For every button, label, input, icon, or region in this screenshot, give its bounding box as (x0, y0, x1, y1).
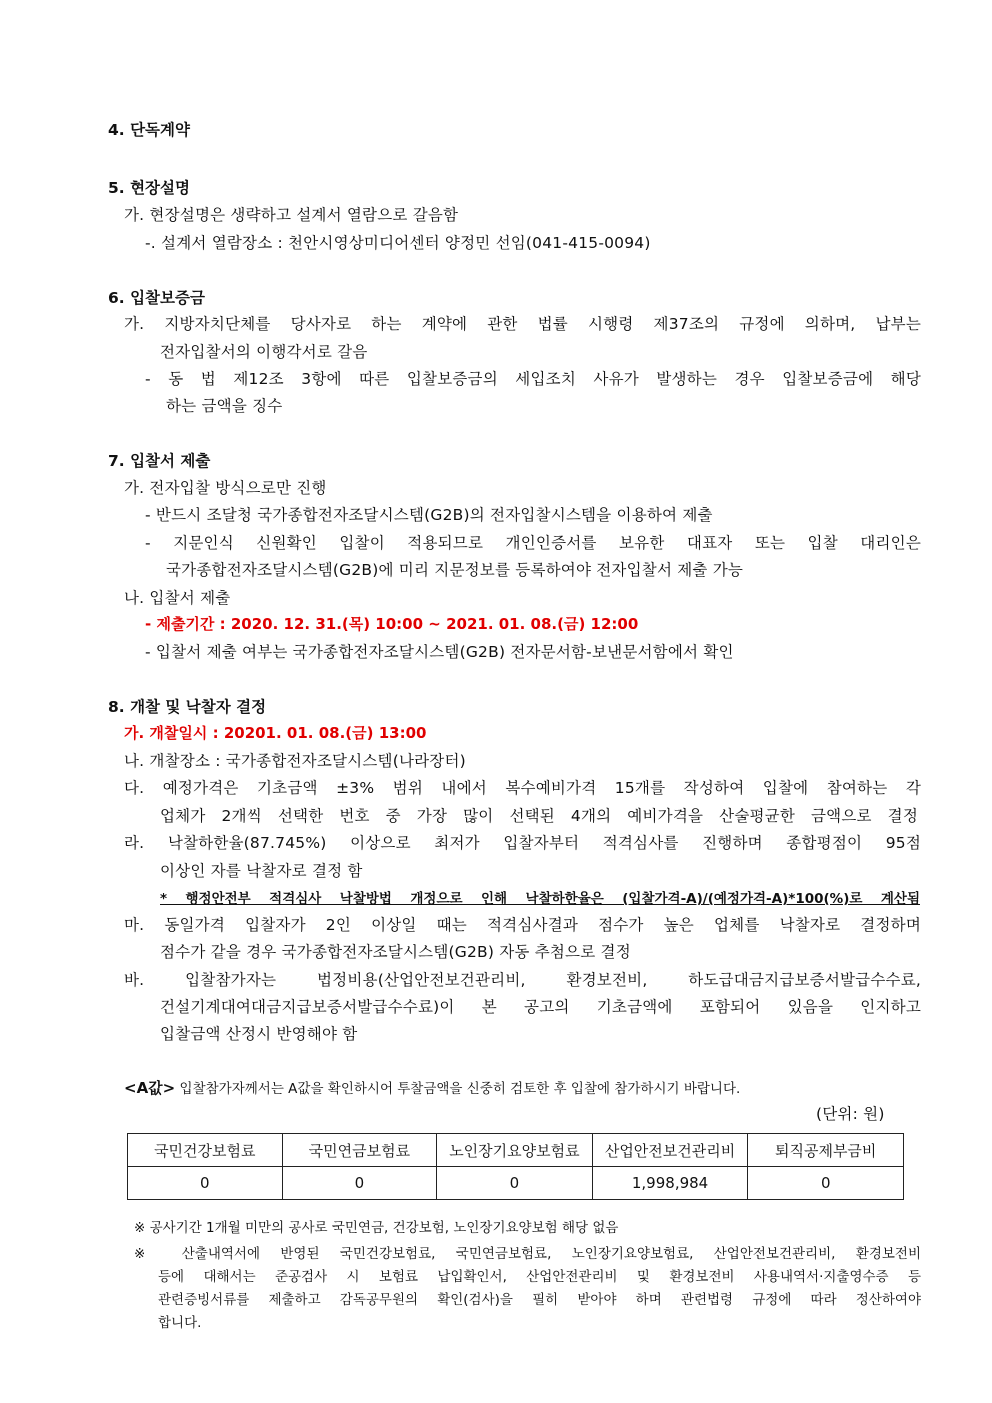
s7-ga-dash1: - 반드시 조달청 국가종합전자조달시스템(G2B)의 전자입찰시스템을 이용하여 제출 (145, 506, 713, 524)
header-long-term-care: 노인장기요양보험료 (437, 1134, 593, 1167)
value-health-insurance: 0 (128, 1167, 283, 1200)
s7-na-dash2: - 입찰서 제출 여부는 국가종합전자조달시스템(G2B) 전자문서함-보낸문서함에서 확인 (145, 643, 734, 661)
section-8-heading: 8. 개찰 및 낙찰자 결정 (108, 698, 267, 716)
avalue-line (124, 1077, 740, 1098)
value-safety-management: 1,998,984 (592, 1167, 748, 1200)
note-2-line1: ※ 산출내역서에 반영된 국민건강보험료, 국민연금보험료, 노인장기요양보험료, 산업안전보건관리비, 환경보전비 (134, 1246, 921, 1262)
avalue-text: 입찰참가자께서는 A값을 확인하시어 투찰금액을 신중히 검토한 후 입찰에 참가하시기 바랍니다. (179, 1081, 741, 1097)
s8-item-ba-line2: 건설기계대여대금지급보증서발급수수료)이 본 공고의 기초금액에 포함되어 있음을 인지하고 (160, 998, 921, 1016)
s6-dash-line1: - 동 법 제12조 3항에 따른 입찰보증금의 세입조치 사유가 발생하는 경우 입찰보증금에 해당 (145, 370, 921, 388)
s6-dash-line2: 하는 금액을 징수 (166, 397, 283, 415)
s7-item-na: 나. 입찰서 제출 (124, 589, 231, 607)
avalue-label: <A값> (124, 1079, 176, 1097)
value-retirement-fund: 0 (748, 1167, 904, 1200)
note-1: ※ 공사기간 1개월 미만의 공사로 국민연금, 건강보험, 노인장기요양보험 해당 없음 (134, 1220, 619, 1236)
fees-table-header-row (128, 1134, 904, 1167)
s5-item-ga-sub: -. 설계서 열람장소 : 천안시영상미디어센터 양정민 선임(041-415-0094) (145, 234, 651, 252)
value-national-pension: 0 (282, 1167, 437, 1200)
header-national-pension: 국민연금보험료 (282, 1134, 437, 1167)
s8-ra-note: * 행정안전부 적격심사 낙찰방법 개정으로 인해 낙찰하한율은 (입찰가격-A)/(예정가격-A)*100(%)로 계산됨 (160, 891, 920, 907)
header-health-insurance: 국민건강보험료 (128, 1134, 283, 1167)
s8-item-ra-line1: 라. 낙찰하한율(87.745%) 이상으로 최저가 입찰자부터 적격심사를 진행하며 종합평점이 95점 (124, 834, 921, 852)
s8-item-ma-line1: 마. 동일가격 입찰자가 2인 이상일 때는 적격심사결과 점수가 높은 업체를 낙찰자로 결정하며 (124, 916, 921, 934)
section-5-heading: 5. 현장설명 (108, 179, 190, 197)
s6-item-ga-line1: 가. 지방자치단체를 당사자로 하는 계약에 관한 법률 시행령 제37조의 규정에 의하며, 납부는 (124, 315, 921, 333)
section-7-heading: 7. 입찰서 제출 (108, 452, 211, 470)
header-safety-management: 산업안전보건관리비 (592, 1134, 748, 1167)
s8-item-ba-line1: 바. 입찰참가자는 법정비용(산업안전보건관리비, 환경보전비, 하도급대금지급보증서발급수수료, (124, 971, 921, 989)
s8-item-da-line1: 다. 예정가격은 기초금액 ±3% 범위 내에서 복수예비가격 15개를 작성하여 입찰에 참여하는 각 (124, 779, 921, 797)
s8-item-da-line2: 업체가 2개씩 선택한 번호 중 가장 많이 선택된 4개의 예비가격을 산술평균한 금액으로 결정 (160, 807, 918, 825)
s8-item-na: 나. 개찰장소 : 국가종합전자조달시스템(나라장터) (124, 752, 466, 770)
s6-item-ga-line2: 전자입찰서의 이행각서로 갈음 (160, 343, 368, 361)
section-6-heading: 6. 입찰보증금 (108, 289, 205, 307)
s7-ga-dash2-line2: 국가종합전자조달시스템(G2B)에 미리 지문정보를 등록하여야 전자입찰서 제출 가능 (166, 561, 744, 579)
s5-item-ga: 가. 현장설명은 생략하고 설계서 열람으로 갈음함 (124, 206, 459, 224)
s8-item-ra-line2: 이상인 자를 낙찰자로 결정 함 (160, 862, 363, 880)
s7-ga-dash2-line1: - 지문인식 신원확인 입찰이 적용되므로 개인인증서를 보유한 대표자 또는 입찰 대리인은 (145, 534, 921, 552)
value-long-term-care: 0 (437, 1167, 593, 1200)
fees-table-value-row (128, 1167, 904, 1200)
header-retirement-fund: 퇴직공제부금비 (748, 1134, 904, 1167)
note-2-line4: 합니다. (158, 1315, 202, 1331)
s7-submission-period: - 제출기간 : 2020. 12. 31.(목) 10:00 ~ 2021. 01. 08.(금) 12:00 (145, 615, 639, 633)
s8-item-ba-line3: 입찰금액 산정시 반영해야 함 (160, 1025, 358, 1043)
note-2-line3: 관련증빙서류를 제출하고 감독공무원의 확인(검사)을 필히 받아야 하며 관련법령 규정에 따라 정산하여야 (158, 1292, 921, 1308)
s7-item-ga: 가. 전자입찰 방식으로만 진행 (124, 479, 327, 497)
unit-label: (단위: 원) (816, 1105, 885, 1123)
note-2-line2: 등에 대해서는 준공검사 시 보험료 납입확인서, 산업안전관리비 및 환경보전비 사용내역서·지출영수증 등 (158, 1269, 921, 1285)
s8-item-ma-line2: 점수가 같을 경우 국가종합전자조달시스템(G2B) 자동 추첨으로 결정 (160, 943, 631, 961)
fees-table (127, 1133, 904, 1200)
section-4-heading: 4. 단독계약 (108, 121, 190, 139)
s8-opening-datetime: 가. 개찰일시 : 20201. 01. 08.(금) 13:00 (124, 724, 427, 742)
